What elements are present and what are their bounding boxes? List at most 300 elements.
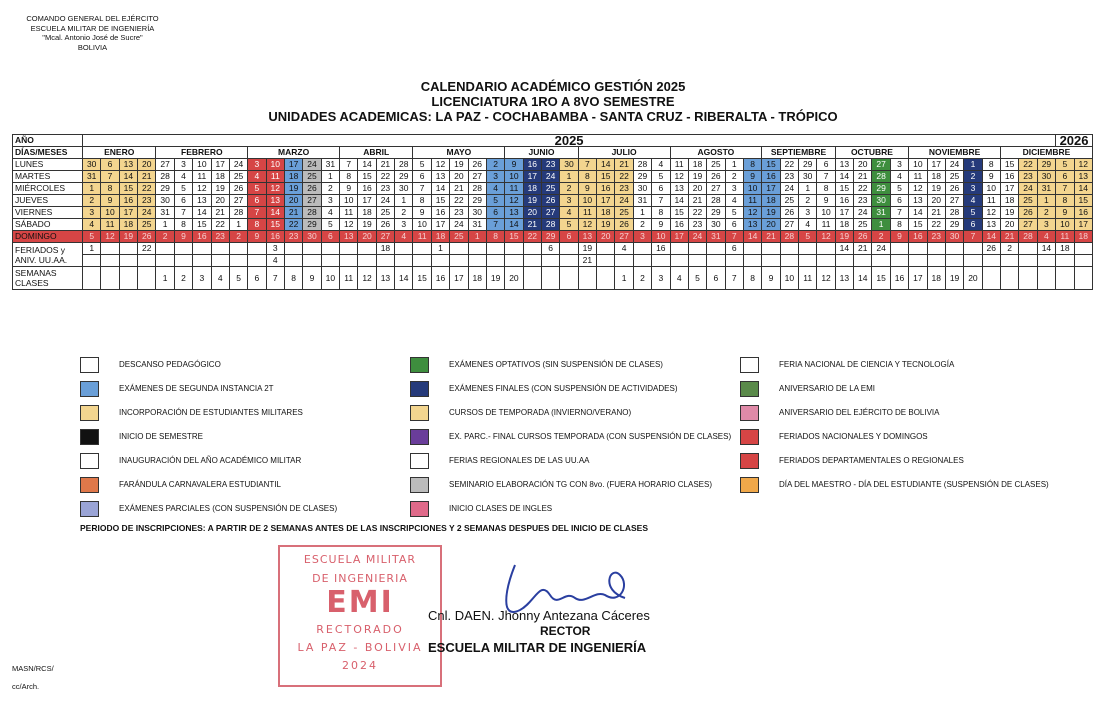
day-cell: 6 bbox=[101, 159, 119, 171]
holiday-cell bbox=[1019, 255, 1037, 267]
holiday-cell bbox=[597, 255, 615, 267]
legend-item bbox=[80, 500, 337, 518]
holiday-cell bbox=[670, 243, 688, 255]
day-cell: 19 bbox=[119, 231, 137, 243]
day-cell: 18 bbox=[1000, 195, 1018, 207]
day-cell: 23 bbox=[211, 231, 229, 243]
day-cell: 29 bbox=[872, 183, 890, 195]
institution-header bbox=[10, 14, 175, 52]
day-cell: 29 bbox=[1037, 159, 1055, 171]
day-cell: 16 bbox=[431, 207, 449, 219]
header-line-4: BOLIVIA bbox=[77, 42, 108, 52]
signatory-name: Cnl. DAEN. Jhonny Antezana Cáceres bbox=[428, 608, 650, 623]
holiday-cell bbox=[229, 243, 247, 255]
day-cell: 19 bbox=[523, 195, 541, 207]
day-cell: 4 bbox=[964, 195, 982, 207]
day-cell: 18 bbox=[927, 171, 945, 183]
day-cell: 9 bbox=[652, 219, 670, 231]
ref-line-2: cc/Arch. bbox=[12, 682, 40, 691]
weekday-row bbox=[13, 159, 1093, 171]
day-cell: 23 bbox=[780, 171, 798, 183]
weekday-row bbox=[13, 171, 1093, 183]
day-cell: 24 bbox=[1019, 183, 1037, 195]
weekday-label: DOMINGO bbox=[13, 231, 83, 243]
day-cell: 21 bbox=[138, 171, 156, 183]
month-row bbox=[13, 147, 1093, 159]
holiday-cell bbox=[615, 255, 633, 267]
day-cell: 30 bbox=[83, 159, 101, 171]
holiday-cell: 4 bbox=[266, 255, 284, 267]
day-cell: 20 bbox=[688, 183, 706, 195]
day-cell: 6 bbox=[652, 183, 670, 195]
legend-label: FERIADOS NACIONALES Y DOMINGOS bbox=[779, 432, 928, 441]
holiday-cell bbox=[340, 255, 358, 267]
day-cell: 12 bbox=[266, 183, 284, 195]
day-cell: 9 bbox=[505, 159, 523, 171]
week-cell: 12 bbox=[817, 267, 835, 290]
week-cell: 5 bbox=[688, 267, 706, 290]
day-cell: 3 bbox=[633, 231, 651, 243]
day-cell: 17 bbox=[211, 159, 229, 171]
week-cell: 8 bbox=[284, 267, 302, 290]
day-cell: 21 bbox=[450, 183, 468, 195]
day-cell: 30 bbox=[633, 183, 651, 195]
legend-swatch bbox=[740, 381, 759, 397]
day-cell: 4 bbox=[174, 171, 192, 183]
month-header: MAYO bbox=[413, 147, 505, 159]
day-cell: 22 bbox=[450, 195, 468, 207]
day-cell: 4 bbox=[725, 195, 743, 207]
day-cell: 17 bbox=[284, 159, 302, 171]
day-cell: 29 bbox=[707, 207, 725, 219]
day-cell: 8 bbox=[578, 171, 596, 183]
day-cell: 13 bbox=[670, 183, 688, 195]
legend-label: EXÁMENES FINALES (CON SUSPENSIÓN DE ACTIVIDADES) bbox=[449, 384, 678, 393]
legend-label: CURSOS DE TEMPORADA (INVIERNO/VERANO) bbox=[449, 408, 632, 417]
day-cell: 16 bbox=[358, 183, 376, 195]
weekday-row bbox=[13, 195, 1093, 207]
day-cell: 20 bbox=[138, 159, 156, 171]
week-cell: 4 bbox=[211, 267, 229, 290]
holiday-cell bbox=[817, 255, 835, 267]
holiday-cell bbox=[1056, 255, 1074, 267]
holiday-cell bbox=[597, 243, 615, 255]
week-cell bbox=[1037, 267, 1055, 290]
day-cell: 20 bbox=[762, 219, 780, 231]
month-header: SEPTIEMBRE bbox=[762, 147, 835, 159]
day-cell: 10 bbox=[982, 183, 1000, 195]
week-cell: 6 bbox=[248, 267, 266, 290]
week-cell: 9 bbox=[762, 267, 780, 290]
week-cell bbox=[83, 267, 101, 290]
day-cell: 25 bbox=[615, 207, 633, 219]
legend-swatch bbox=[740, 357, 759, 373]
day-cell: 4 bbox=[321, 207, 339, 219]
holiday-cell: 1 bbox=[83, 243, 101, 255]
day-cell: 22 bbox=[688, 207, 706, 219]
day-cell: 15 bbox=[119, 183, 137, 195]
day-cell: 5 bbox=[486, 195, 504, 207]
day-cell: 5 bbox=[1056, 159, 1074, 171]
week-cell bbox=[578, 267, 596, 290]
legend-swatch bbox=[410, 477, 429, 493]
day-cell: 25 bbox=[854, 219, 872, 231]
day-cell: 9 bbox=[248, 231, 266, 243]
day-cell: 25 bbox=[376, 207, 394, 219]
week-cell: 17 bbox=[450, 267, 468, 290]
day-cell: 31 bbox=[83, 171, 101, 183]
day-cell: 18 bbox=[688, 159, 706, 171]
year-row bbox=[13, 135, 1093, 147]
day-cell: 27 bbox=[468, 171, 486, 183]
day-cell: 12 bbox=[743, 207, 761, 219]
day-cell: 6 bbox=[817, 159, 835, 171]
day-cell: 29 bbox=[156, 183, 174, 195]
holiday-cell bbox=[633, 255, 651, 267]
day-cell: 31 bbox=[468, 219, 486, 231]
holiday-cell: 3 bbox=[266, 243, 284, 255]
day-cell: 1 bbox=[395, 195, 413, 207]
day-cell: 16 bbox=[523, 159, 541, 171]
day-cell: 24 bbox=[780, 183, 798, 195]
holiday-cell bbox=[872, 255, 890, 267]
day-cell: 16 bbox=[1000, 171, 1018, 183]
holiday-cell bbox=[395, 243, 413, 255]
day-cell: 17 bbox=[523, 171, 541, 183]
legend-label: SEMINARIO ELABORACIÓN TG CON 8vo. (FUERA HORARIO CLASES) bbox=[449, 480, 713, 489]
day-cell: 25 bbox=[229, 171, 247, 183]
day-cell: 1 bbox=[83, 183, 101, 195]
day-cell: 4 bbox=[560, 207, 578, 219]
holiday-cell bbox=[817, 243, 835, 255]
holiday-cell bbox=[156, 255, 174, 267]
day-cell: 11 bbox=[413, 231, 431, 243]
week-cell: 15 bbox=[872, 267, 890, 290]
legend-item bbox=[740, 452, 964, 470]
day-cell: 20 bbox=[523, 207, 541, 219]
legend-label: FERIA NACIONAL DE CIENCIA Y TECNOLOGÍA bbox=[779, 360, 955, 369]
holiday-cell bbox=[450, 255, 468, 267]
day-cell: 12 bbox=[431, 159, 449, 171]
day-cell: 10 bbox=[1056, 219, 1074, 231]
day-cell: 11 bbox=[578, 207, 596, 219]
day-cell: 9 bbox=[982, 171, 1000, 183]
holiday-cell: 21 bbox=[854, 243, 872, 255]
holiday-cell bbox=[707, 255, 725, 267]
day-cell: 7 bbox=[578, 159, 596, 171]
day-cell: 13 bbox=[193, 195, 211, 207]
legend-swatch bbox=[80, 357, 99, 373]
day-cell: 30 bbox=[799, 171, 817, 183]
day-cell: 1 bbox=[468, 231, 486, 243]
holiday-cell: 24 bbox=[872, 243, 890, 255]
day-cell: 14 bbox=[597, 159, 615, 171]
holiday-cell bbox=[560, 243, 578, 255]
holiday-cell bbox=[156, 243, 174, 255]
day-cell: 6 bbox=[413, 171, 431, 183]
week-cell bbox=[541, 267, 559, 290]
day-cell: 3 bbox=[174, 159, 192, 171]
month-header: MARZO bbox=[248, 147, 340, 159]
day-cell: 5 bbox=[321, 219, 339, 231]
day-cell: 20 bbox=[358, 231, 376, 243]
day-cell: 15 bbox=[909, 219, 927, 231]
day-cell: 10 bbox=[266, 159, 284, 171]
weekday-label: MIÉRCOLES bbox=[13, 183, 83, 195]
day-cell: 12 bbox=[578, 219, 596, 231]
day-cell: 24 bbox=[688, 231, 706, 243]
day-cell: 28 bbox=[229, 207, 247, 219]
holiday-cell bbox=[505, 255, 523, 267]
holiday-cell bbox=[376, 255, 394, 267]
holiday-cell bbox=[945, 243, 963, 255]
stamp-line-6: 2024 bbox=[342, 659, 378, 672]
day-cell: 4 bbox=[890, 171, 908, 183]
day-cell: 25 bbox=[138, 219, 156, 231]
month-header: FEBRERO bbox=[156, 147, 248, 159]
day-cell: 5 bbox=[652, 171, 670, 183]
day-cell: 11 bbox=[266, 171, 284, 183]
day-cell: 4 bbox=[486, 183, 504, 195]
week-cell: 3 bbox=[193, 267, 211, 290]
holiday-cell bbox=[211, 255, 229, 267]
legend-swatch bbox=[410, 405, 429, 421]
day-cell: 1 bbox=[321, 171, 339, 183]
day-cell: 10 bbox=[743, 183, 761, 195]
holiday-cell: 14 bbox=[835, 243, 853, 255]
day-cell: 2 bbox=[633, 219, 651, 231]
day-cell: 22 bbox=[1019, 159, 1037, 171]
day-cell: 3 bbox=[486, 171, 504, 183]
day-cell: 7 bbox=[964, 231, 982, 243]
day-cell: 2 bbox=[1037, 207, 1055, 219]
day-cell: 10 bbox=[909, 159, 927, 171]
legend-label: FERIADOS DEPARTAMENTALES O REGIONALES bbox=[779, 456, 964, 465]
day-cell: 15 bbox=[505, 231, 523, 243]
day-cell: 14 bbox=[835, 171, 853, 183]
holiday-cell bbox=[486, 255, 504, 267]
day-cell: 29 bbox=[541, 231, 559, 243]
day-cell: 23 bbox=[284, 231, 302, 243]
day-cell: 28 bbox=[468, 183, 486, 195]
day-cell: 16 bbox=[266, 231, 284, 243]
legend-item bbox=[80, 356, 221, 374]
day-cell: 11 bbox=[505, 183, 523, 195]
day-cell: 12 bbox=[193, 183, 211, 195]
day-cell: 11 bbox=[982, 195, 1000, 207]
weekday-row bbox=[13, 207, 1093, 219]
week-cell: 14 bbox=[395, 267, 413, 290]
week-cell: 1 bbox=[615, 267, 633, 290]
academic-calendar-table bbox=[12, 134, 1093, 290]
holiday-cell: 6 bbox=[541, 243, 559, 255]
holiday-cell bbox=[101, 243, 119, 255]
day-cell: 27 bbox=[541, 207, 559, 219]
legend-label: EXÁMENES PARCIALES (CON SUSPENSIÓN DE CLASES) bbox=[119, 504, 338, 513]
day-cell: 22 bbox=[376, 171, 394, 183]
holiday-cell bbox=[1074, 255, 1092, 267]
holiday-cell bbox=[450, 243, 468, 255]
holiday-cell bbox=[1037, 255, 1055, 267]
day-cell: 27 bbox=[780, 219, 798, 231]
legend-item bbox=[410, 452, 589, 470]
week-cell: 4 bbox=[670, 267, 688, 290]
day-cell: 27 bbox=[945, 195, 963, 207]
weekday-label: LUNES bbox=[13, 159, 83, 171]
day-cell: 28 bbox=[1019, 231, 1037, 243]
week-cell: 7 bbox=[266, 267, 284, 290]
day-cell: 11 bbox=[670, 159, 688, 171]
legend-item bbox=[410, 356, 663, 374]
calendar-table-wrap bbox=[12, 134, 1092, 290]
day-cell: 22 bbox=[615, 171, 633, 183]
day-cell: 8 bbox=[652, 207, 670, 219]
day-cell: 25 bbox=[1019, 195, 1037, 207]
day-cell: 3 bbox=[321, 195, 339, 207]
day-cell: 19 bbox=[927, 183, 945, 195]
year-2026: 2026 bbox=[1056, 135, 1093, 147]
week-cell: 18 bbox=[927, 267, 945, 290]
day-cell: 1 bbox=[560, 171, 578, 183]
day-cell: 21 bbox=[284, 207, 302, 219]
day-cell: 2 bbox=[156, 231, 174, 243]
weekday-row bbox=[13, 183, 1093, 195]
holiday-cell bbox=[303, 243, 321, 255]
holiday-cell: 14 bbox=[1037, 243, 1055, 255]
holiday-cell bbox=[138, 255, 156, 267]
day-cell: 8 bbox=[248, 219, 266, 231]
day-cell: 30 bbox=[707, 219, 725, 231]
day-cell: 9 bbox=[1056, 207, 1074, 219]
day-cell: 13 bbox=[835, 159, 853, 171]
day-cell: 11 bbox=[101, 219, 119, 231]
day-cell: 26 bbox=[541, 195, 559, 207]
week-cell: 16 bbox=[431, 267, 449, 290]
legend-label: FERIAS REGIONALES DE LAS UU.AA bbox=[449, 456, 590, 465]
week-cell: 18 bbox=[468, 267, 486, 290]
day-cell: 23 bbox=[376, 183, 394, 195]
day-cell: 11 bbox=[743, 195, 761, 207]
day-cell: 15 bbox=[670, 207, 688, 219]
day-cell: 30 bbox=[1037, 171, 1055, 183]
day-cell: 21 bbox=[1000, 231, 1018, 243]
legend-label: DESCANSO PEDAGÓGICO bbox=[119, 360, 221, 369]
holiday-cell bbox=[321, 255, 339, 267]
day-cell: 4 bbox=[1037, 231, 1055, 243]
day-cell: 27 bbox=[1019, 219, 1037, 231]
day-cell: 12 bbox=[670, 171, 688, 183]
day-cell: 25 bbox=[945, 171, 963, 183]
header-line-3: "Mcal. Antonio José de Sucre" bbox=[42, 33, 143, 42]
day-cell: 3 bbox=[83, 207, 101, 219]
day-cell: 15 bbox=[266, 219, 284, 231]
day-cell: 26 bbox=[945, 183, 963, 195]
legend-swatch bbox=[80, 453, 99, 469]
legend-item bbox=[80, 476, 281, 494]
legend-label: EX. PARC.- FINAL CURSOS TEMPORADA (CON SUSPENSIÓN DE CLASES) bbox=[449, 432, 732, 441]
holiday-cell bbox=[890, 255, 908, 267]
class-weeks-label: SEMANAS CLASES bbox=[13, 267, 83, 290]
week-cell bbox=[101, 267, 119, 290]
day-cell: 5 bbox=[725, 207, 743, 219]
day-cell: 16 bbox=[670, 219, 688, 231]
day-cell: 19 bbox=[597, 219, 615, 231]
day-cell: 14 bbox=[119, 171, 137, 183]
day-cell: 7 bbox=[248, 207, 266, 219]
day-cell: 9 bbox=[890, 231, 908, 243]
day-cell: 20 bbox=[854, 159, 872, 171]
holiday-cell bbox=[248, 243, 266, 255]
day-cell: 9 bbox=[174, 231, 192, 243]
holiday-cell bbox=[945, 255, 963, 267]
holiday-cell: 18 bbox=[376, 243, 394, 255]
holiday-cell bbox=[321, 243, 339, 255]
month-header: OCTUBRE bbox=[835, 147, 908, 159]
day-cell: 3 bbox=[964, 183, 982, 195]
day-cell: 8 bbox=[101, 183, 119, 195]
legend-swatch bbox=[80, 429, 99, 445]
day-cell: 10 bbox=[817, 207, 835, 219]
week-cell bbox=[523, 267, 541, 290]
legend-label: FARÁNDULA CARNAVALERA ESTUDIANTIL bbox=[119, 480, 281, 489]
day-cell: 25 bbox=[780, 195, 798, 207]
day-cell: 24 bbox=[450, 219, 468, 231]
day-cell: 5 bbox=[248, 183, 266, 195]
legend-swatch bbox=[80, 405, 99, 421]
document-title bbox=[0, 79, 1106, 124]
weekday-label: MARTES bbox=[13, 171, 83, 183]
day-cell: 31 bbox=[707, 231, 725, 243]
day-cell: 23 bbox=[688, 219, 706, 231]
days-months-label: DÍAS/MESES bbox=[13, 147, 83, 159]
day-cell: 25 bbox=[303, 171, 321, 183]
legend-label: INCORPORACIÓN DE ESTUDIANTES MILITARES bbox=[119, 408, 303, 417]
day-cell: 16 bbox=[193, 231, 211, 243]
day-cell: 4 bbox=[799, 219, 817, 231]
signatory-role: RECTOR bbox=[540, 624, 591, 638]
enrollment-period-note: PERIODO DE INSCRIPCIONES: A PARTIR DE 2 SEMANAS ANTES DE LAS INSCRIPCIONES Y 2 SEMANAS DESPUES DEL INICIO DE CLASES bbox=[80, 523, 649, 533]
holiday-cell bbox=[229, 255, 247, 267]
day-cell: 28 bbox=[633, 159, 651, 171]
day-cell: 18 bbox=[1074, 231, 1092, 243]
month-header: ENERO bbox=[83, 147, 156, 159]
day-cell: 27 bbox=[156, 159, 174, 171]
holiday-cell bbox=[523, 255, 541, 267]
holiday-cell bbox=[707, 243, 725, 255]
legend-label: EXÁMENES OPTATIVOS (SIN SUSPENSIÓN DE CLASES) bbox=[449, 360, 663, 369]
holiday-cell: 18 bbox=[1056, 243, 1074, 255]
day-cell: 7 bbox=[340, 159, 358, 171]
day-cell: 13 bbox=[340, 231, 358, 243]
day-cell: 14 bbox=[982, 231, 1000, 243]
holiday-cell bbox=[964, 255, 982, 267]
week-cell: 10 bbox=[321, 267, 339, 290]
title-line-3: UNIDADES ACADEMICAS: LA PAZ - COCHABAMBA - SANTA CRUZ - RIBERALTA - TRÓPICO bbox=[268, 109, 838, 124]
day-cell: 29 bbox=[395, 171, 413, 183]
day-cell: 23 bbox=[138, 195, 156, 207]
day-cell: 2 bbox=[799, 195, 817, 207]
day-cell: 9 bbox=[101, 195, 119, 207]
legend-item bbox=[740, 404, 940, 422]
day-cell: 15 bbox=[358, 171, 376, 183]
title-line-2: LICENCIATURA 1RO A 8VO SEMESTRE bbox=[431, 94, 675, 109]
day-cell: 27 bbox=[376, 231, 394, 243]
day-cell: 19 bbox=[762, 207, 780, 219]
month-header: AGOSTO bbox=[670, 147, 762, 159]
day-cell: 8 bbox=[890, 219, 908, 231]
day-cell: 10 bbox=[578, 195, 596, 207]
day-cell: 5 bbox=[890, 183, 908, 195]
